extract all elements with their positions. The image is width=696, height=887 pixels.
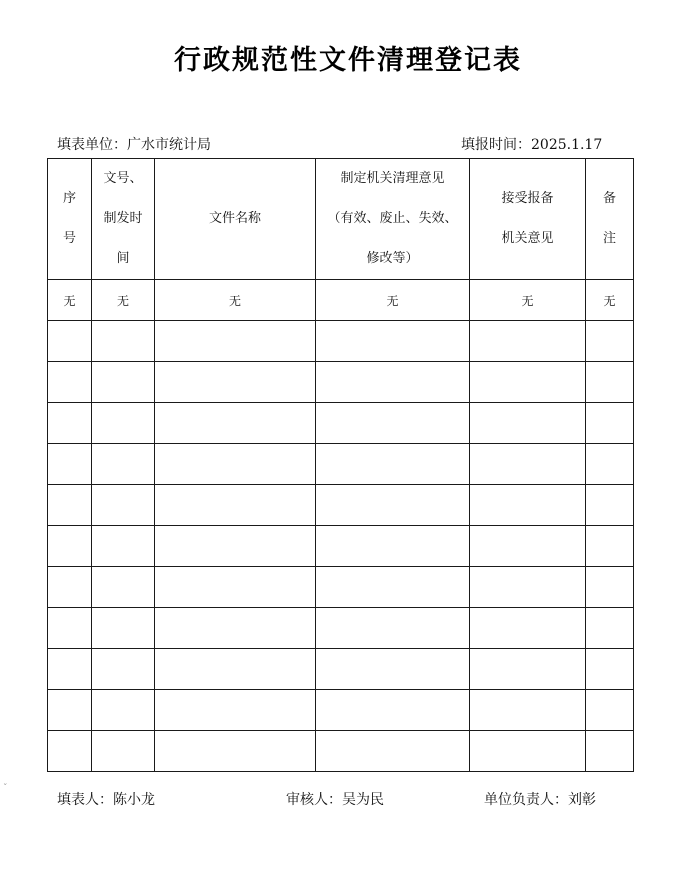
- table-cell: [586, 403, 634, 444]
- table-cell: [155, 649, 316, 690]
- table-row: [48, 567, 634, 608]
- filling-unit: [57, 134, 211, 154]
- header-file-name: 文件名称: [155, 159, 316, 280]
- table-cell: [155, 608, 316, 649]
- table-row: [48, 649, 634, 690]
- table-row: [48, 280, 634, 321]
- table-row: [48, 321, 634, 362]
- table-cell: [155, 485, 316, 526]
- table-cell: [316, 567, 470, 608]
- table-cell: [155, 526, 316, 567]
- table-cell: [586, 567, 634, 608]
- table-cell: [470, 444, 586, 485]
- table-cell: [48, 526, 92, 567]
- table-cell: 无: [316, 280, 470, 321]
- table-cell: [48, 362, 92, 403]
- table-cell: [92, 567, 155, 608]
- table-cell: [48, 731, 92, 772]
- table-cell: 无: [586, 280, 634, 321]
- table-cell: [316, 485, 470, 526]
- table-cell: [316, 526, 470, 567]
- header-agency-opinion-text: [321, 159, 463, 279]
- table-cell: [155, 321, 316, 362]
- header-agency-opinion-line3: 修改等）: [366, 251, 419, 266]
- table-cell: [316, 321, 470, 362]
- header-serial-number: [48, 159, 92, 280]
- signature-reviewer: [286, 789, 384, 809]
- table-cell: 无: [470, 280, 586, 321]
- table-cell: [92, 321, 155, 362]
- header-filing-opinion-line2: 机关意见: [501, 231, 554, 246]
- registration-table: [47, 158, 634, 772]
- table-cell: [470, 321, 586, 362]
- table-cell: [92, 608, 155, 649]
- table-cell: 无: [48, 280, 92, 321]
- header-filing-opinion-text: [501, 179, 553, 259]
- table-cell: [470, 608, 586, 649]
- filling-unit-label: 填表单位：: [57, 137, 127, 153]
- header-doc-number-line1: 文号、: [103, 171, 143, 186]
- corner-mark: ˇ: [3, 784, 8, 794]
- table-cell: [586, 526, 634, 567]
- signature-leader: [484, 789, 596, 809]
- table-cell: [48, 567, 92, 608]
- table-row: [48, 526, 634, 567]
- table-cell: [48, 649, 92, 690]
- table-cell: [48, 444, 92, 485]
- table-row: [48, 731, 634, 772]
- signature-leader-label: 单位负责人：: [484, 792, 568, 808]
- signature-reviewer-label: 审核人：: [286, 792, 342, 808]
- header-filing-opinion-line1: 接受报备: [501, 191, 554, 206]
- table-cell: [470, 362, 586, 403]
- table-cell: [155, 567, 316, 608]
- table-cell: [92, 444, 155, 485]
- table-cell: [155, 690, 316, 731]
- table-row: [48, 403, 634, 444]
- header-remarks: [586, 159, 634, 280]
- filling-date: [461, 134, 602, 154]
- header-agency-opinion: [316, 159, 470, 280]
- table-cell: [470, 731, 586, 772]
- signature-filler-label: 填表人：: [57, 792, 113, 808]
- table-cell: [92, 690, 155, 731]
- table-cell: [586, 362, 634, 403]
- table-cell: [92, 731, 155, 772]
- table-cell: [155, 731, 316, 772]
- header-doc-number-date: [92, 159, 155, 280]
- header-doc-number-date-text: [99, 159, 147, 279]
- signature-reviewer-value: 吴为民: [342, 792, 384, 808]
- table-cell: [316, 649, 470, 690]
- table-cell: [316, 731, 470, 772]
- table-cell: 无: [92, 280, 155, 321]
- table-cell: [92, 362, 155, 403]
- table-cell: [470, 403, 586, 444]
- header-row: [48, 159, 634, 280]
- signature-leader-value: 刘彰: [568, 792, 596, 808]
- table-cell: [155, 403, 316, 444]
- table-cell: [586, 690, 634, 731]
- table-cell: [586, 649, 634, 690]
- header-agency-opinion-line2: （有效、废止、失效、: [327, 211, 458, 226]
- filling-unit-value: 广水市统计局: [127, 137, 211, 153]
- table-cell: [586, 731, 634, 772]
- table-cell: [92, 526, 155, 567]
- filling-date-label: 填报时间：: [461, 137, 531, 153]
- table-cell: [48, 608, 92, 649]
- table-row: [48, 608, 634, 649]
- table-cell: [316, 608, 470, 649]
- table-row: [48, 690, 634, 731]
- table-cell: [316, 690, 470, 731]
- table-cell: [316, 444, 470, 485]
- header-serial-number-text: 序号: [62, 191, 76, 246]
- table-cell: [155, 444, 316, 485]
- header-doc-number-line2: 制发时间: [103, 211, 143, 266]
- table-cell: [92, 649, 155, 690]
- table-cell: [470, 649, 586, 690]
- table-cell: [586, 608, 634, 649]
- table-row: [48, 362, 634, 403]
- table-cell: [470, 690, 586, 731]
- table-cell: [470, 526, 586, 567]
- table-cell: [470, 485, 586, 526]
- table-cell: [92, 403, 155, 444]
- header-filing-opinion: [470, 159, 586, 280]
- table-cell: [92, 485, 155, 526]
- table-cell: [48, 321, 92, 362]
- table-cell: [586, 444, 634, 485]
- table-cell: [48, 403, 92, 444]
- table-cell: [155, 362, 316, 403]
- table-cell: 无: [155, 280, 316, 321]
- signature-filler: [57, 789, 155, 809]
- table-cell: [316, 362, 470, 403]
- table-cell: [470, 567, 586, 608]
- page-title: 行政规范性文件清理登记表: [174, 45, 522, 76]
- table-row: [48, 485, 634, 526]
- filling-date-value: 2025.1.17: [531, 137, 603, 153]
- header-agency-opinion-line1: 制定机关清理意见: [340, 171, 445, 186]
- header-remarks-text: 备注: [602, 191, 616, 246]
- table-cell: [586, 321, 634, 362]
- table-cell: [316, 403, 470, 444]
- table-cell: [586, 485, 634, 526]
- table-cell: [48, 485, 92, 526]
- signature-filler-value: 陈小龙: [113, 792, 155, 808]
- table-row: [48, 444, 634, 485]
- table-cell: [48, 690, 92, 731]
